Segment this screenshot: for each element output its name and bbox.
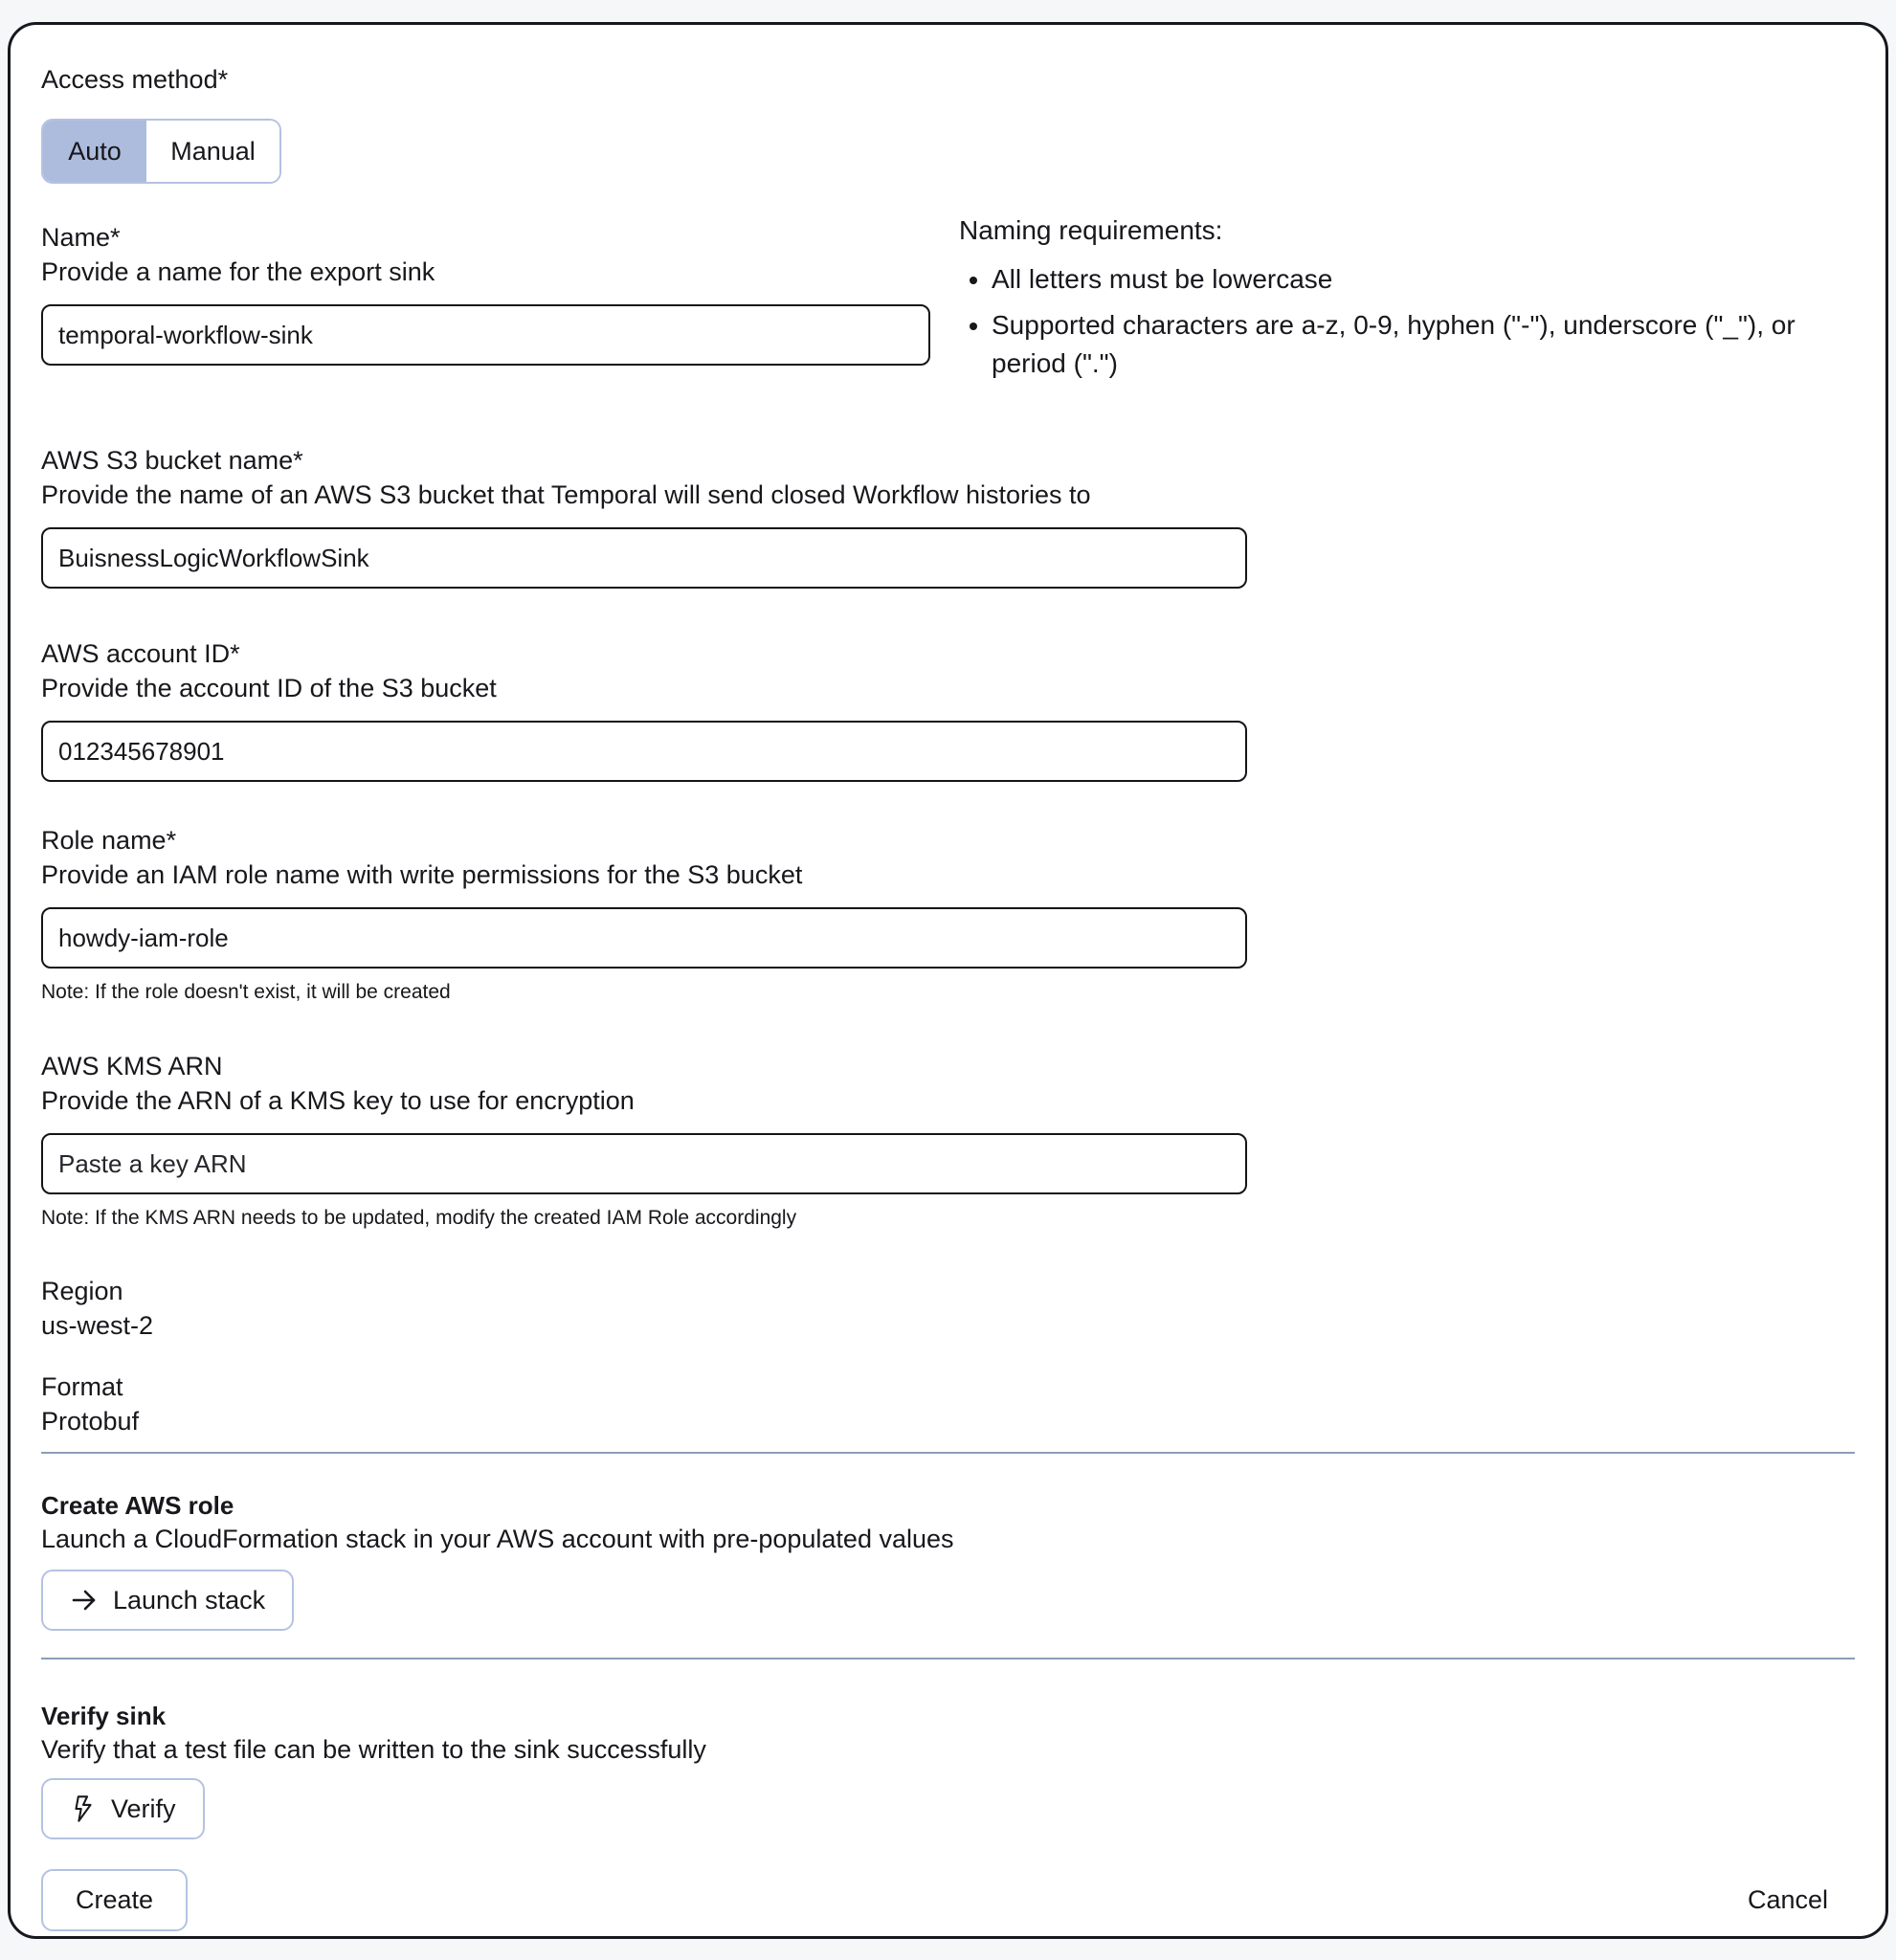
role-name-field-group xyxy=(41,823,1855,1005)
s3-bucket-description: Provide the name of an AWS S3 bucket that Temporal will send closed Workflow histories to xyxy=(41,480,1091,509)
section-divider xyxy=(41,1452,1855,1454)
role-name-input[interactable] xyxy=(41,907,1247,969)
name-field-group xyxy=(41,220,930,390)
s3-bucket-field-group xyxy=(41,443,1855,589)
create-aws-role-title: Create AWS role xyxy=(41,1491,234,1520)
verify-sink-description: Verify that a test file can be written to the sink successfully xyxy=(41,1735,706,1764)
s3-bucket-input[interactable] xyxy=(41,527,1247,589)
naming-requirements xyxy=(959,212,1832,390)
account-id-input[interactable] xyxy=(41,721,1247,782)
role-name-note: Note: If the role doesn't exist, it will be created xyxy=(41,981,451,1003)
name-description: Provide a name for the export sink xyxy=(41,257,435,286)
name-label: Name* xyxy=(41,223,121,252)
format-value: Protobuf xyxy=(41,1407,140,1436)
kms-arn-label: AWS KMS ARN xyxy=(41,1052,223,1080)
account-id-label: AWS account ID* xyxy=(41,639,240,668)
access-method-label: Access method* xyxy=(41,65,229,94)
naming-requirements-title: Naming requirements: xyxy=(959,215,1223,245)
s3-bucket-label: AWS S3 bucket name* xyxy=(41,446,303,475)
role-name-label: Role name* xyxy=(41,826,177,855)
naming-requirement-item: • Supported characters are a-z, 0-9, hyphen ("-"), underscore ("_"), or period (".") xyxy=(992,306,1832,383)
name-input[interactable] xyxy=(41,304,930,366)
verify-button-label: Verify xyxy=(111,1793,176,1823)
naming-requirements-list xyxy=(959,260,1832,383)
launch-stack-button-label: Launch stack xyxy=(113,1585,266,1615)
format-label: Format xyxy=(41,1372,123,1401)
account-id-field-group xyxy=(41,636,1855,782)
kms-arn-field-group xyxy=(41,1049,1855,1231)
verify-button[interactable] xyxy=(41,1778,205,1839)
export-sink-form-card xyxy=(8,22,1888,1939)
kms-arn-note: Note: If the KMS ARN needs to be updated, modify the created IAM Role accordingly xyxy=(41,1207,797,1229)
kms-arn-description: Provide the ARN of a KMS key to use for encryption xyxy=(41,1086,635,1115)
naming-requirement-item: • All letters must be lowercase xyxy=(992,260,1832,299)
form-footer xyxy=(41,1869,1855,1931)
format-block xyxy=(41,1370,1855,1438)
account-id-description: Provide the account ID of the S3 bucket xyxy=(41,674,497,702)
role-name-description: Provide an IAM role name with write permissions for the S3 bucket xyxy=(41,860,803,889)
region-block xyxy=(41,1274,1855,1343)
region-value: us-west-2 xyxy=(41,1311,154,1340)
access-method-option-auto[interactable]: Auto xyxy=(43,121,146,182)
region-label: Region xyxy=(41,1277,123,1305)
access-method-toggle xyxy=(41,119,281,184)
create-button[interactable]: Create xyxy=(41,1869,188,1931)
cancel-button[interactable]: Cancel xyxy=(1747,1885,1828,1914)
arrow-right-icon xyxy=(70,1586,99,1615)
kms-arn-input[interactable] xyxy=(41,1133,1247,1194)
launch-stack-button[interactable] xyxy=(41,1570,294,1631)
create-aws-role-description: Launch a CloudFormation stack in your AWS account with pre-populated values xyxy=(41,1525,954,1553)
section-divider xyxy=(41,1658,1855,1659)
lightning-bolt-icon xyxy=(70,1794,97,1823)
verify-sink-title: Verify sink xyxy=(41,1702,167,1730)
name-and-requirements-row xyxy=(41,215,1855,390)
access-method-option-manual[interactable]: Manual xyxy=(146,121,279,182)
